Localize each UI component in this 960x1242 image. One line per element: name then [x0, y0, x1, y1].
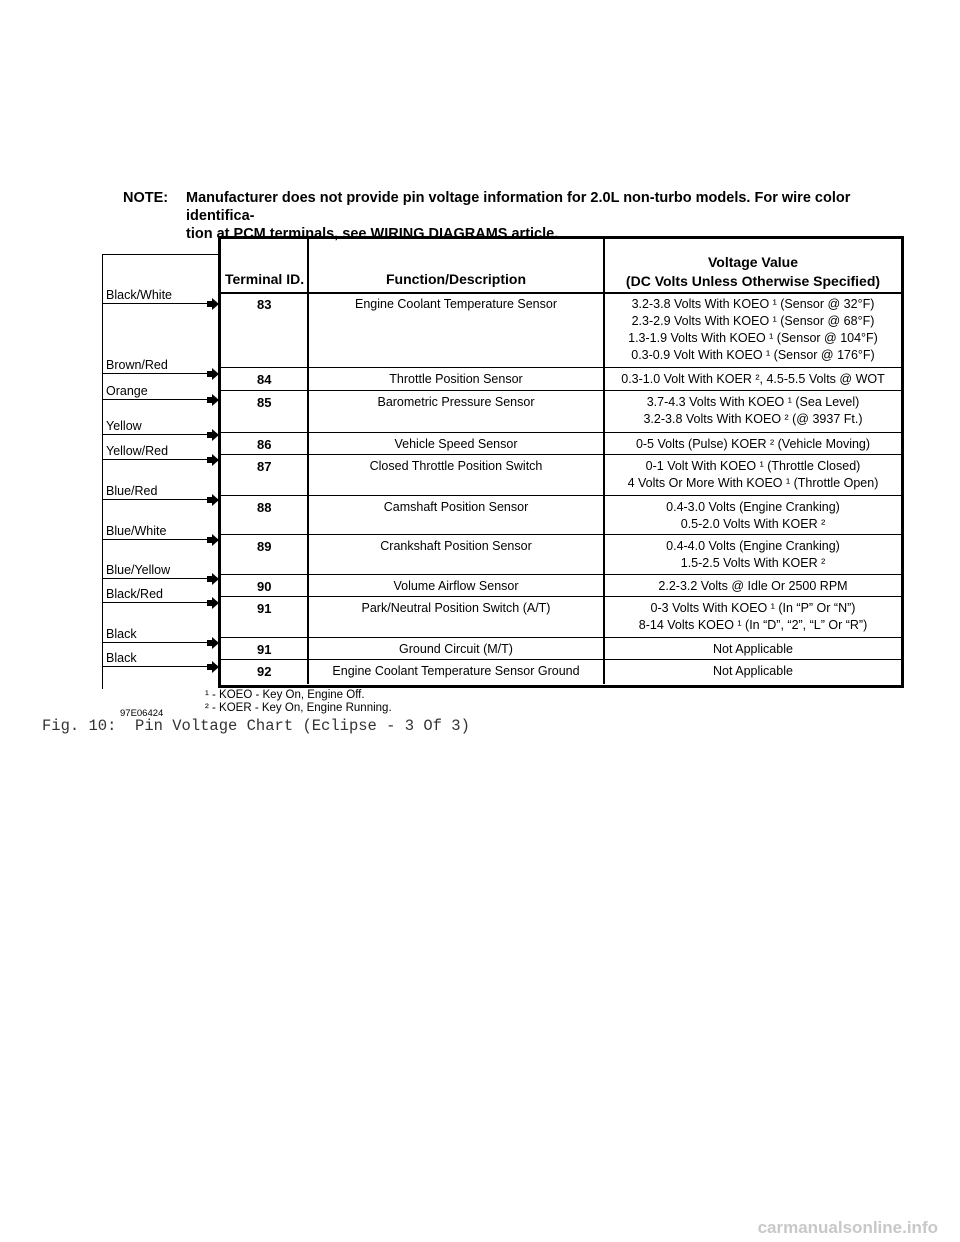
- table-row: [221, 390, 901, 433]
- voltage-cell: [605, 534, 901, 574]
- pin-voltage-table: [218, 236, 904, 688]
- voltage-cell: [605, 454, 901, 495]
- voltage-line: 3.2-3.8 Volts With KOEO ² (@ 3937 Ft.): [643, 412, 863, 426]
- wire-label: Black: [103, 623, 219, 643]
- wire-label: Orange: [103, 380, 219, 400]
- table-header: [221, 239, 901, 294]
- terminal-cell: 84: [221, 367, 309, 390]
- terminal-cell: 83: [221, 292, 309, 367]
- terminal-cell: 85: [221, 390, 309, 432]
- terminal-cell: 88: [221, 495, 309, 534]
- header-voltage-line-1: Voltage Value: [708, 254, 798, 270]
- function-cell: Crankshaft Position Sensor: [309, 534, 605, 574]
- voltage-line: 0-1 Volt With KOEO ¹ (Throttle Closed): [645, 459, 861, 473]
- watermark: carmanualsonline.info: [757, 1218, 938, 1237]
- wire-label: Black: [103, 647, 219, 667]
- voltage-line: 0.4-4.0 Volts (Engine Cranking): [666, 539, 840, 553]
- function-cell: Engine Coolant Temperature Sensor Ground: [309, 659, 605, 684]
- header-voltage-line-2: (DC Volts Unless Otherwise Specified): [625, 273, 881, 289]
- terminal-cell: 91: [221, 637, 309, 659]
- terminal-cell: 92: [221, 659, 309, 684]
- function-cell: Vehicle Speed Sensor: [309, 432, 605, 454]
- table-row: [221, 534, 901, 575]
- table-row: [221, 596, 901, 638]
- voltage-line: 1.5-2.5 Volts With KOER ²: [680, 556, 826, 570]
- voltage-line: 0-5 Volts (Pulse) KOER ² (Vehicle Moving): [635, 437, 871, 451]
- wire-label: Yellow: [103, 415, 219, 435]
- voltage-line: 2.2-3.2 Volts @ Idle Or 2500 RPM: [658, 579, 848, 593]
- function-cell: Engine Coolant Temperature Sensor: [309, 292, 605, 367]
- function-cell: Barometric Pressure Sensor: [309, 390, 605, 432]
- voltage-line: 3.2-3.8 Volts With KOEO ¹ (Sensor @ 32°F): [631, 297, 875, 311]
- voltage-cell: [605, 432, 901, 454]
- table-row: [221, 495, 901, 535]
- voltage-cell: [605, 292, 901, 367]
- voltage-line: Not Applicable: [713, 664, 793, 678]
- wire-label: Blue/Yellow: [103, 559, 219, 579]
- note-label: NOTE:: [123, 190, 169, 206]
- header-voltage: [605, 239, 901, 292]
- function-cell: Closed Throttle Position Switch: [309, 454, 605, 495]
- voltage-line: 0-3 Volts With KOEO ¹ (In “P” Or “N”): [650, 601, 856, 615]
- wire-label: Blue/White: [103, 520, 219, 540]
- function-cell: Camshaft Position Sensor: [309, 495, 605, 534]
- voltage-line: 8-14 Volts KOEO ¹ (In “D”, “2”, “L” Or “R”): [638, 618, 868, 632]
- voltage-cell: [605, 637, 901, 659]
- voltage-line: 0.5-2.0 Volts With KOER ²: [680, 517, 826, 531]
- table-row: [221, 574, 901, 597]
- note: [123, 189, 913, 243]
- wire-label: Black/Red: [103, 583, 219, 603]
- wire-label: Blue/Red: [103, 480, 219, 500]
- function-cell: Ground Circuit (M/T): [309, 637, 605, 659]
- note-line-2: tion at PCM terminals, see WIRING DIAGRAMS article.: [186, 226, 559, 242]
- note-line-1: Manufacturer does not provide pin voltage information for 2.0L non-turbo models. For wire color identifica-: [186, 190, 851, 224]
- voltage-line: 2.3-2.9 Volts With KOEO ¹ (Sensor @ 68°F): [631, 314, 875, 328]
- note-text: [186, 189, 913, 243]
- voltage-cell: [605, 574, 901, 596]
- voltage-line: 0.4-3.0 Volts (Engine Cranking): [666, 500, 840, 514]
- wire-color-column: [102, 254, 219, 689]
- terminal-cell: 89: [221, 534, 309, 574]
- function-cell: Throttle Position Sensor: [309, 367, 605, 390]
- table-row: [221, 292, 901, 368]
- terminal-cell: 87: [221, 454, 309, 495]
- figure-code: 97E06424: [120, 708, 164, 719]
- wire-label: Yellow/Red: [103, 440, 219, 460]
- table-row: [221, 659, 901, 684]
- voltage-cell: [605, 390, 901, 432]
- voltage-line: Not Applicable: [713, 642, 793, 656]
- wire-label: Black/White: [103, 284, 219, 304]
- figure-caption: Fig. 10: Pin Voltage Chart (Eclipse - 3 Of 3): [42, 717, 470, 735]
- terminal-cell: 91: [221, 596, 309, 637]
- table-row: [221, 432, 901, 455]
- table-row: [221, 637, 901, 660]
- voltage-line: 3.7-4.3 Volts With KOEO ¹ (Sea Level): [646, 395, 860, 409]
- voltage-line: 4 Volts Or More With KOEO ¹ (Throttle Open): [627, 476, 879, 490]
- voltage-cell: [605, 659, 901, 684]
- voltage-cell: [605, 367, 901, 390]
- wire-label: Brown/Red: [103, 354, 219, 374]
- header-terminal: Terminal ID.: [221, 239, 309, 292]
- voltage-cell: [605, 495, 901, 534]
- voltage-line: 0.3-1.0 Volt With KOER ², 4.5-5.5 Volts @ WOT: [621, 372, 885, 386]
- function-cell: Volume Airflow Sensor: [309, 574, 605, 596]
- voltage-cell: [605, 596, 901, 637]
- function-cell: Park/Neutral Position Switch (A/T): [309, 596, 605, 637]
- footnote-1: ¹ - KOEO - Key On, Engine Off.: [205, 689, 365, 701]
- voltage-line: 0.3-0.9 Volt With KOEO ¹ (Sensor @ 176°F): [631, 348, 875, 362]
- table-row: [221, 454, 901, 496]
- voltage-line: 1.3-1.9 Volts With KOEO ¹ (Sensor @ 104°F): [628, 331, 878, 345]
- terminal-cell: 90: [221, 574, 309, 596]
- terminal-cell: 86: [221, 432, 309, 454]
- header-function: Function/Description: [309, 239, 605, 292]
- footnote-2: ² - KOER - Key On, Engine Running.: [205, 702, 392, 714]
- table-row: [221, 367, 901, 391]
- footnotes: [205, 689, 392, 715]
